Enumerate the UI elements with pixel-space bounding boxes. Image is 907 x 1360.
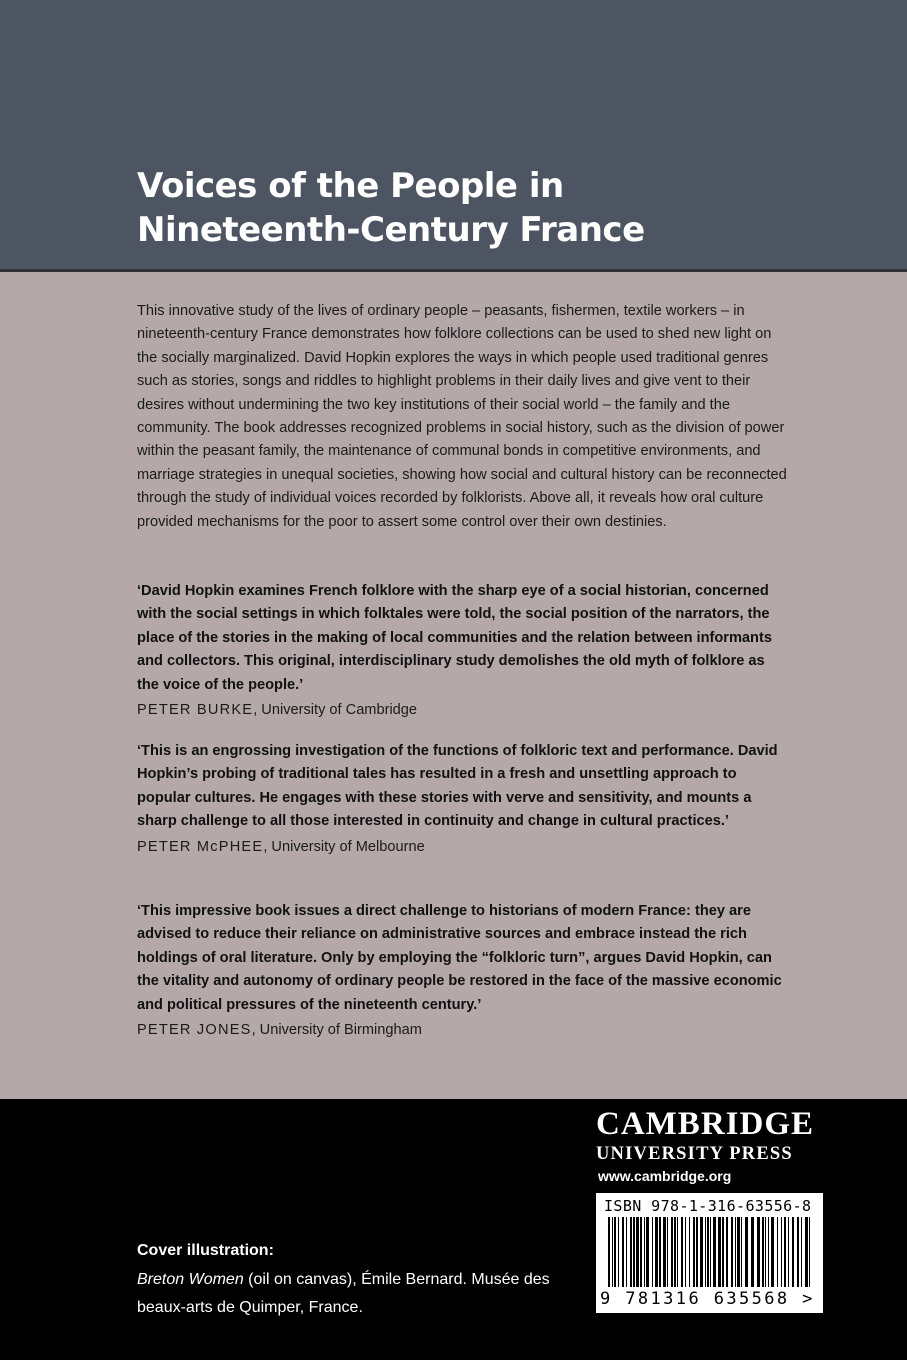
reviewer-name: PETER BURKE [137, 702, 254, 719]
barcode-bar [696, 1217, 698, 1287]
barcode-bar [710, 1217, 711, 1287]
barcode-bar [663, 1217, 666, 1287]
barcode-icon [602, 1217, 817, 1289]
publisher-subtitle: UNIVERSITY PRESS [596, 1144, 793, 1164]
cover-illustration-label: Cover illustration: [137, 1242, 274, 1259]
header-band [0, 0, 907, 272]
barcode-bar [618, 1217, 619, 1287]
barcode-bar [777, 1217, 778, 1287]
barcode-bar [788, 1217, 789, 1287]
barcode-bar [646, 1217, 649, 1287]
barcode-bar [707, 1217, 709, 1287]
barcode-bar [693, 1217, 695, 1287]
review-2 [137, 740, 787, 859]
barcode-bar [612, 1217, 613, 1287]
barcode-bar [737, 1217, 740, 1287]
barcode-bar [677, 1217, 678, 1287]
barcode-bar [757, 1217, 760, 1287]
barcode-bar [797, 1217, 799, 1287]
review-quote: ‘This impressive book issues a direct challenge to historians of modern France: they are advised to reduce their reliance on administrative sources and embrace instead the rich holdings of oral literature. Only by employing the “folkloric turn”, argues David Hopkin, can the vitality and autonomy of ordinary people be restored in the face of the massive economic and political pressures of the nineteenth century.’ [137, 903, 782, 1013]
barcode-bar [809, 1217, 810, 1287]
review-quote: ‘This is an engrossing investigation of the functions of folkloric text and performance. David Hopkin’s probing of traditional tales has resulted in a fresh and unsettling approach to popular cultures. He engages with these stories with verve and sensitivity, and mounts a sharp challenge to all those interested in continuity and change in cultural practices.’ [137, 743, 778, 830]
barcode-bar [805, 1217, 808, 1287]
reviewer-affiliation: , University of Melbourne [263, 838, 425, 855]
barcode-bar [762, 1217, 764, 1287]
publisher-name: CAMBRIDGE [596, 1106, 815, 1142]
barcode-bar [792, 1217, 794, 1287]
reviewer-affiliation: , University of Birmingham [251, 1022, 422, 1039]
review-1 [137, 580, 787, 722]
review-attribution [137, 836, 787, 859]
publisher-logo [596, 1105, 836, 1185]
publisher-url: www.cambridge.org [598, 1168, 732, 1184]
barcode-bar [781, 1217, 782, 1287]
barcode-bar [801, 1217, 802, 1287]
barcode-bar [630, 1217, 632, 1287]
barcode-bar [741, 1217, 742, 1287]
barcode-bar [722, 1217, 724, 1287]
book-description: This innovative study of the lives of ordinary people – peasants, fishermen, textile workers – in nineteenth-century France demonstrates how folklore collections can be used to shed new light on the socially marginalized. David Hopkin explores the ways in which people used traditional genres such as stories, songs and riddles to highlight problems in their daily lives and give vent to their desires without undermining the two key institutions of their social world – the family and the community. The book addresses recognized problems in social history, such as the division of power within the peasant family, the maintenance of communal bonds in competitive environments, and marriage strategies in unequal societies, showing how social and cultural history can be reconnected through the study of individual voices recorded by folklorists. Above all, it reveals how oral culture provided mechanisms for the poor to assert some control over their own destinies. [137, 303, 787, 530]
barcode-bar [626, 1217, 627, 1287]
review-3 [137, 900, 787, 1042]
barcode-bar [633, 1217, 635, 1287]
title-line-2: Nineteenth-Century France [137, 210, 645, 250]
barcode-bar [689, 1217, 690, 1287]
cover-illustration-credit [137, 1266, 587, 1322]
barcode-bar [614, 1217, 616, 1287]
barcode-bar [751, 1217, 754, 1287]
reviewer-affiliation: , University of Cambridge [253, 702, 418, 719]
barcode-bar [608, 1217, 610, 1287]
barcode-bar [652, 1217, 653, 1287]
review-quote: ‘David Hopkin examines French folklore with the sharp eye of a social historian, concerned with the social settings in which folktales were told, the social position of the narrators, the place of the stories in the making of local communities and the relation between informants and collectors. This original, interdisciplinary study demolishes the old myth of folklore as the voice of the people.’ [137, 583, 772, 693]
isbn-barcode [596, 1193, 823, 1313]
barcode-bar [713, 1217, 716, 1287]
painting-details: (oil on canvas), Émile Bernard. Musée des beaux-arts de Quimper, France. [137, 1271, 550, 1316]
book-title [137, 164, 645, 252]
barcode-bar [718, 1217, 721, 1287]
isbn-label: ISBN 978-1-316-63556-8 [604, 1197, 812, 1215]
barcode-bar [765, 1217, 766, 1287]
barcode-bar [731, 1217, 733, 1287]
barcode-bar [726, 1217, 728, 1287]
barcode-bar [671, 1217, 673, 1287]
reviewer-name: PETER McPHEE [137, 838, 264, 855]
barcode-digits: 9 781316 635568 > [600, 1289, 815, 1309]
barcode-bar [636, 1217, 639, 1287]
review-attribution [137, 1019, 787, 1042]
content-area [0, 272, 907, 1099]
barcode-bar [771, 1217, 774, 1287]
barcode-bar [784, 1217, 786, 1287]
barcode-bar [667, 1217, 668, 1287]
barcode-bar [655, 1217, 658, 1287]
reviewer-name: PETER JONES [137, 1022, 252, 1039]
barcode-bar [644, 1217, 645, 1287]
barcode-bar [735, 1217, 736, 1287]
barcode-bar [674, 1217, 676, 1287]
barcode-bar [640, 1217, 642, 1287]
barcode-bar [705, 1217, 706, 1287]
painting-title: Breton Women [137, 1271, 244, 1288]
barcode-bar [745, 1217, 748, 1287]
barcode-bar [685, 1217, 686, 1287]
barcode-bar [700, 1217, 703, 1287]
footer-band [0, 1099, 907, 1360]
review-attribution [137, 699, 787, 722]
barcode-bar [622, 1217, 624, 1287]
barcode-bar [681, 1217, 683, 1287]
barcode-bar [659, 1217, 661, 1287]
barcode-bar [768, 1217, 769, 1287]
title-line-1: Voices of the People in [137, 166, 564, 206]
